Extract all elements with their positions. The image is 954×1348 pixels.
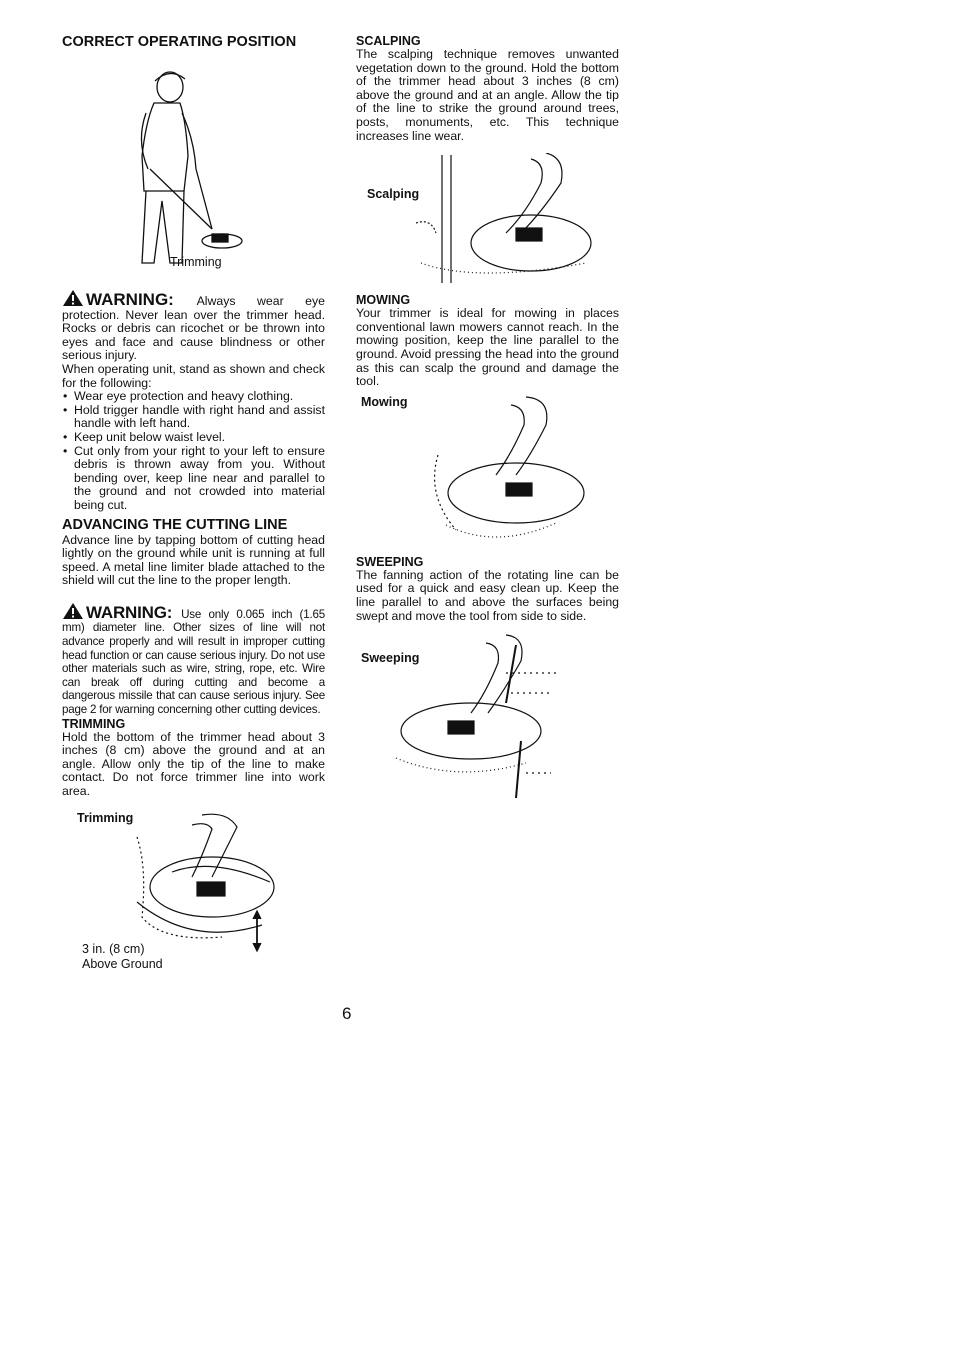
warning-label: [62, 290, 197, 309]
warning-triangle-icon: [62, 602, 84, 620]
warning-line-size: [62, 602, 325, 717]
figure-mowing: [356, 395, 619, 555]
operator-illustration: [62, 51, 325, 271]
figure-note-height: 3 in. (8 cm): [82, 941, 145, 956]
figure-caption-trimming: Trimming: [170, 255, 222, 269]
heading-trimming: TRIMMING: [62, 716, 126, 731]
figure-scalping: [356, 153, 619, 293]
scalping-text: The scalping technique removes unwanted vegetation down to the ground. Hold the bottom of the trimmer head about 3 inches (8 cm) above the ground and at an angle. Allow the tip of the line to strike the ground around trees, posts, monuments, etc. This technique increases line wear.: [356, 47, 619, 143]
figure-caption-scalping: Scalping: [367, 187, 420, 202]
heading-sweeping: SWEEPING: [356, 554, 424, 569]
sweeping-illustration: [356, 633, 619, 803]
trimming-illustration: [62, 807, 325, 957]
warning-text: Always wear eye protection. Never lean over the trimmer head. Rocks or debris can ricochet or be thrown into eyes and face and cause blindness or other serious injury.: [62, 294, 325, 363]
figure-caption-mowing: Mowing: [361, 394, 408, 409]
sweeping-text: The fanning action of the rotating line can be used for a quick and easy clean up. Keep the line parallel to and above the surfaces being swept and move the tool from side to side.: [356, 567, 619, 623]
list-item: • Cut only from your right to your left to ensure debris is thrown away from you. Without bending over, keep line near and parallel to the ground and not crowded into material being cut.: [62, 445, 325, 513]
list-item: • Wear eye protection and heavy clothing.: [62, 390, 325, 404]
heading-scalping: SCALPING: [356, 34, 421, 48]
list-item: • Hold trigger handle with right hand and assist handle with left hand.: [62, 404, 325, 431]
figure-operator-position: [62, 51, 325, 271]
operating-intro: When operating unit, stand as shown and check for the following:: [62, 361, 325, 390]
mowing-text: Your trimmer is ideal for mowing in places conventional lawn mowers cannot reach. In the mowing position, keep the line parallel to the ground. Avoid pressing the head into the ground as this can scalp the ground and damage the tool.: [356, 306, 619, 389]
scalping-illustration: [356, 153, 619, 293]
list-item: • Keep unit below waist level.: [62, 431, 325, 445]
mowing-illustration: [356, 395, 619, 555]
page-number: 6: [342, 1004, 352, 1023]
warning-eye-protection: [62, 289, 325, 363]
heading-mowing: MOWING: [356, 293, 411, 308]
advancing-text: Advance line by tapping bottom of cutting head lightly on the ground while unit is running at full speed. A metal line limiter blade attached to the shield will cut the line to the proper length.: [62, 532, 325, 588]
left-column: [62, 34, 325, 987]
heading-correct-operating-position: CORRECT OPERATING POSITION: [62, 34, 297, 50]
figure-note-ground: Above Ground: [82, 956, 163, 971]
figure-caption-trimming: Trimming: [77, 810, 134, 825]
right-column: [356, 34, 619, 803]
warning-label-text: WARNING:: [86, 602, 173, 622]
trimming-text: Hold the bottom of the trimmer head about 3 inches (8 cm) above the ground and at an angle. Allow only the tip of the line to make contact. Do not force trimmer line into work area.: [62, 729, 325, 798]
warning-triangle-icon: [62, 289, 84, 307]
operating-checklist: [62, 390, 325, 512]
figure-sweeping: [356, 633, 619, 803]
figure-trimming: [62, 807, 325, 987]
figure-caption-sweeping: Sweeping: [361, 651, 420, 666]
warning-label-text: WARNING:: [86, 290, 174, 309]
warning-text: Use only 0.065 inch (1.65 mm) diameter line. Other sizes of line will not advance properly and will result in improper cutting head function or can cause serious injury. Do not use other materials such as wire, string, rope, etc. Wire can break off during cutting and become a dangerous missile that can cause serious injury. See page 2 for warning concerning other cutting devices.: [62, 607, 325, 717]
heading-advancing-cutting-line: ADVANCING THE CUTTING LINE: [62, 516, 288, 533]
warning-label: [62, 603, 181, 622]
